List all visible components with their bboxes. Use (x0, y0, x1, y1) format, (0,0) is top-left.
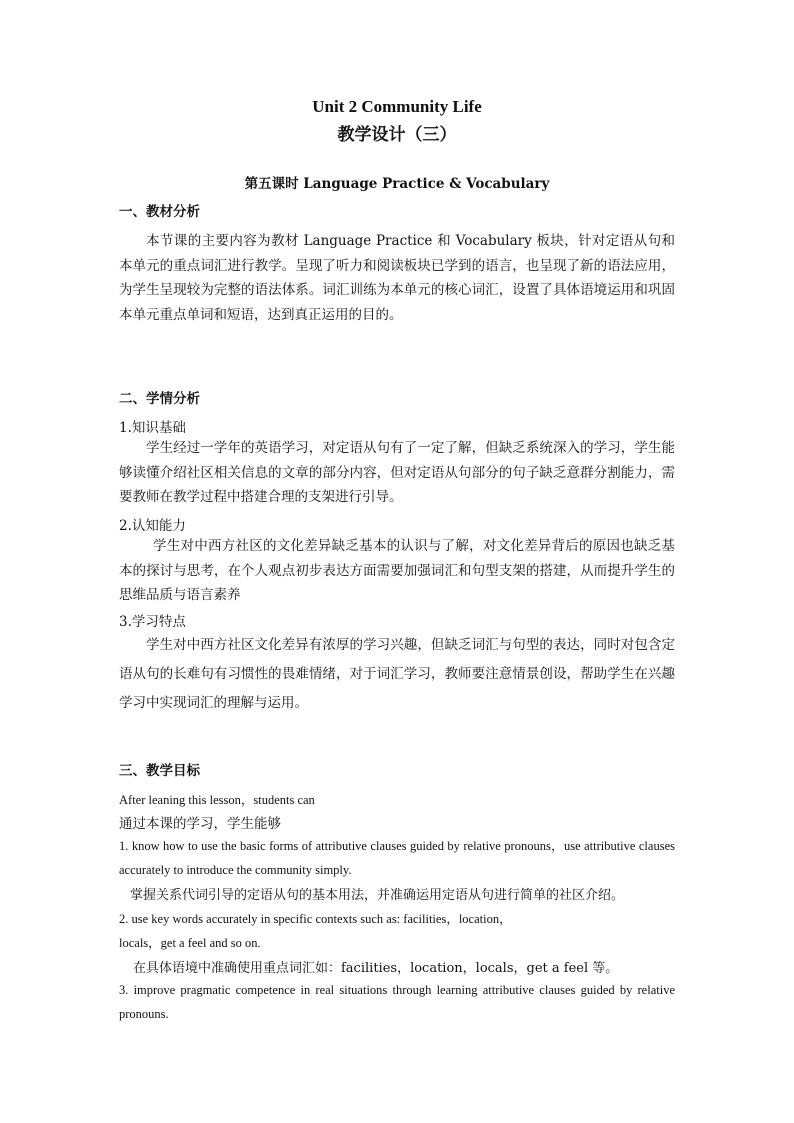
section2-sub1-title: 1.知识基础 (119, 420, 186, 436)
document-title: Unit 2 Community Life (312, 97, 482, 116)
lesson-title: 第五课时 Language Practice & Vocabulary (244, 176, 550, 192)
section1-paragraph: 本节课的主要内容为教材 Language Practice 和 Vocabulary 板块，针对定语从句和本单元的重点词汇进行教学。呈现了听力和阅读板块已学到的语言，也呈现了新的语法应用，为学生呈现较为完整的语法体系。词汇训练为本单元的核心词汇，设置了具体语境运用和巩固本单元重点单词和短语，达到真正运用的目的。 (119, 233, 675, 323)
section2-sub1-paragraph: 学生经过一学年的英语学习，对定语从句有了一定了解，但缺乏系统深入的学习，学生能够读懂介绍社区相关信息的文章的部分内容，但对定语从句部分的句子缺乏意群分割能力，需要教师在教学过程中搭建合理的支架进行引导。 (119, 440, 675, 505)
section1-heading: 一、教材分析 (119, 204, 200, 220)
goal2-en-b: locals，get a feel and so on. (119, 936, 261, 950)
goal1-en: 1. know how to use the basic forms of attributive clauses guided by relative pronouns，use attributive clauses accurately to introduce the community simply. (119, 839, 675, 877)
document-subtitle: 教学设计（三） (337, 125, 457, 145)
section3-heading: 三、教学目标 (119, 763, 200, 779)
goal3-en: 3. improve pragmatic competence in real situations through learning attributive clauses guided by relative pronouns. (119, 983, 675, 1021)
goals-intro-cn: 通过本课的学习，学生能够 (119, 816, 281, 832)
section2-heading: 二、学情分析 (119, 391, 200, 407)
section2-sub3-paragraph: 学生对中西方社区文化差异有浓厚的学习兴趣，但缺乏词汇与句型的表达，同时对包含定语从句的长难句有习惯性的畏难情绪，对于词汇学习，教师要注意情景创设，帮助学生在兴趣学习中实现词汇的理解与运用。 (119, 637, 675, 711)
section2-sub2-paragraph: 学生对中西方社区的文化差异缺乏基本的认识与了解，对文化差异背后的原因也缺乏基本的探讨与思考，在个人观点初步表达方面需要加强词汇和句型支架的搭建，从而提升学生的思维品质与语言素养 (119, 538, 675, 603)
goal2-cn: 在具体语境中准确使用重点词汇如：facilities，location，locals，get a feel 等。 (133, 961, 619, 976)
goal1-cn: 掌握关系代词引导的定语从句的基本用法，并准确运用定语从句进行简单的社区介绍。 (130, 888, 625, 903)
section2-sub3-title: 3.学习特点 (119, 614, 186, 630)
goals-intro-en: After leaning this lesson，students can (119, 793, 315, 807)
goal2-en-a: 2. use key words accurately in specific contexts such as: facilities，location， (119, 912, 512, 926)
section2-sub2-title: 2.认知能力 (119, 518, 186, 534)
